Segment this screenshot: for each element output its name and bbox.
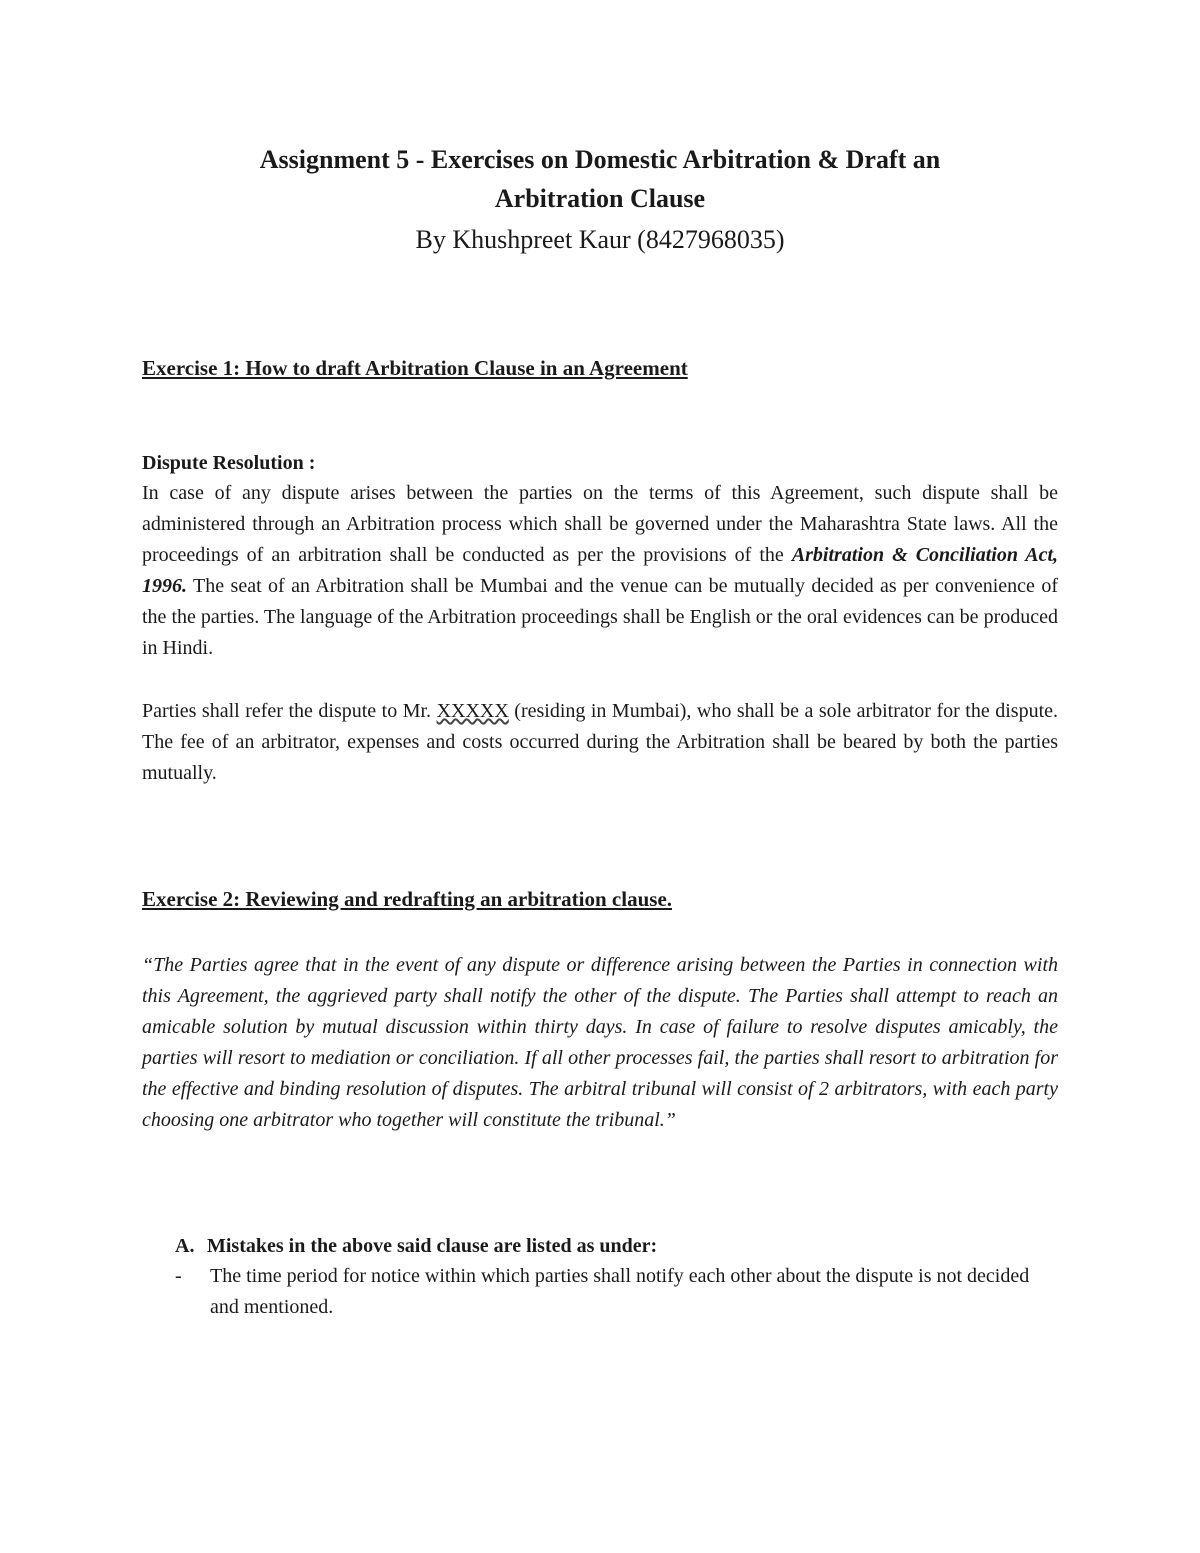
author-byline: By Khushpreet Kaur (8427968035) xyxy=(415,225,785,254)
paragraph-2-text-a: Parties shall refer the dispute to Mr. xyxy=(142,700,437,722)
act-name: Arbitration & Conciliation Act, 1996. xyxy=(142,544,1059,597)
list-marker: A. xyxy=(175,1235,195,1257)
paragraph-1-text-a: In case of any dispute arises between the parties on the terms of this Agreement, such dispute shall be administered through an Arbitration process which shall be governed under the Maharashtra State laws. All the proceedings of an arbitration shall be conducted as per the provisions of the xyxy=(142,482,1058,566)
exercise-1-paragraph-1 xyxy=(142,478,1058,664)
mistakes-list-heading xyxy=(175,1231,657,1261)
document-title-line-1: Assignment 5 - Exercises on Domestic Arbitration & Draft an xyxy=(259,145,941,174)
exercise-2-heading: Exercise 2: Reviewing and redrafting an arbitration clause. xyxy=(142,887,673,911)
paragraph-1-text-b: The seat of an Arbitration shall be Mumbai and the venue can be mutually decided as per convenience of the the parties. The language of the Arbitration proceedings shall be English or the oral evidences can be produced in Hindi. xyxy=(142,575,1058,659)
paragraph-2-text-b: (residing in Mumbai), who shall be a sole arbitrator for the dispute. The fee of an arbitrator, expenses and costs occurred during the Arbitration shall be beared by both the parties mutually. xyxy=(142,700,1059,784)
document-title-line-2: Arbitration Clause xyxy=(494,184,706,213)
exercise-1-heading: Exercise 1: How to draft Arbitration Clause in an Agreement xyxy=(142,356,688,380)
mistakes-list-title: Mistakes in the above said clause are listed as under: xyxy=(207,1235,658,1257)
title-block xyxy=(142,140,1058,260)
dash-bullet: - xyxy=(175,1265,182,1287)
arbitration-clause-quote: “The Parties agree that in the event of any dispute or difference arising between the Parties in connection with this Agreement, the aggrieved party shall notify the other of the dispute. The Parties shall attempt to reach an amicable solution by mutual discussion within thirty days. In case of failure to resolve disputes amicably, the parties will resort to mediation or conciliation. If all other processes fail, the parties shall resort to arbitration for the effective and binding resolution of disputes. The arbitral tribunal will consist of 2 arbitrators, with each party choosing one arbitrator who together will constitute the tribunal.” xyxy=(142,954,1058,1131)
dispute-resolution-subheading: Dispute Resolution : xyxy=(142,452,316,474)
exercise-1-paragraph-2 xyxy=(142,696,1058,789)
arbitrator-name-placeholder: XXXXX xyxy=(436,700,509,722)
mistake-item-text: The time period for notice within which parties shall notify each other about the dispute is not decided and mentioned. xyxy=(210,1265,1030,1318)
mistake-list-item xyxy=(175,1261,1058,1323)
